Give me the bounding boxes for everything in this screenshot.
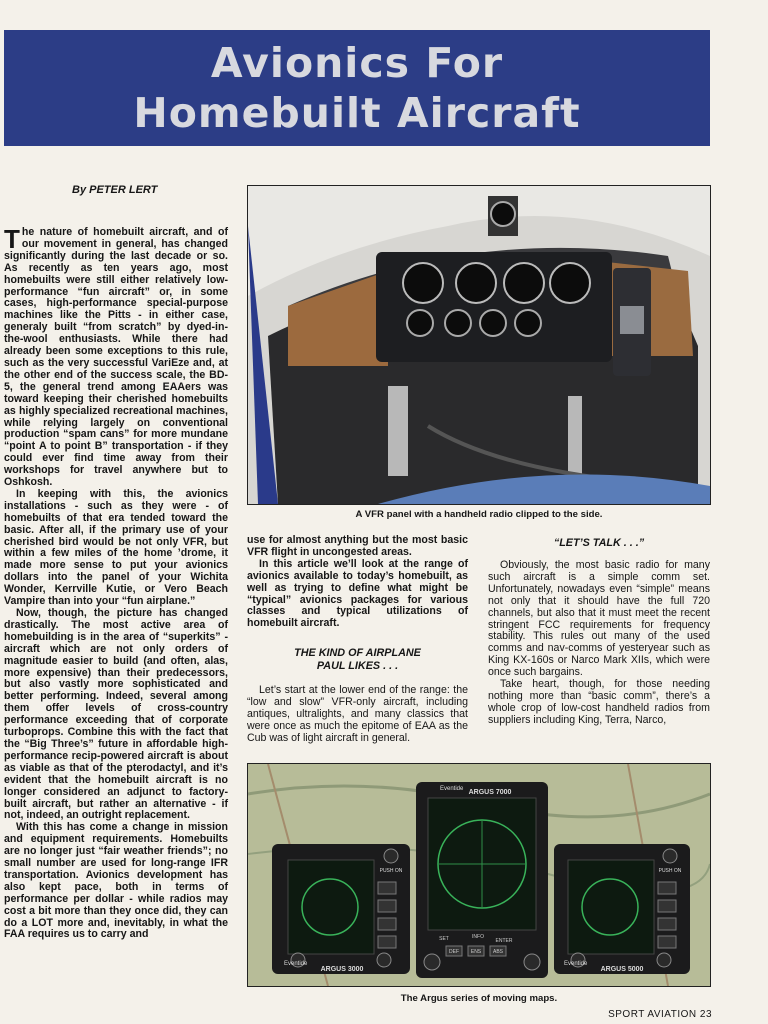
col2-subhead-line-2: PAUL LIKES . . . — [316, 659, 399, 672]
col1-paragraph-3: Now, though, the picture has changed drastically. The most active area of homebuilding is in the area of “superkits” - aircraft which are not only orders of magnitude easier to build (and often, alas, more expensive) than their predecessors, but also vastly more sophisticated and better performing. Indeed, several among them offer levels of cross-country performance exceeding that of corporate turboprops. Combine this with the fact that the “Big Three’s” future in affordable high-performance recip-powered aircraft is about as viable as that of the pterodactyl, and it’s evident that the homebuilt aircraft is no longer considered an adjunct to factory-built aircraft, but rather an alternative - if not, indeed, an outright replacement. — [4, 607, 228, 822]
vfr-panel-photo — [247, 185, 711, 505]
title-line-1: Avionics For — [210, 39, 504, 87]
center-btn-ens: ENS — [470, 949, 482, 955]
col2-subhead-line-1: THE KIND OF AIRPLANE — [294, 647, 421, 659]
center-unit-model: ARGUS 7000 — [468, 789, 512, 796]
column-1 — [4, 224, 228, 941]
title-banner — [4, 30, 710, 146]
column-3 — [488, 560, 710, 727]
column-2-top — [247, 535, 468, 630]
left-unit-brand: Eventide — [284, 961, 308, 967]
center-btn-def: DEF — [449, 949, 459, 955]
argus-illustration — [248, 764, 710, 986]
byline: By PETER LERT — [72, 184, 158, 196]
argus-photo — [247, 763, 711, 987]
left-unit-knob-label: PUSH ON — [379, 868, 403, 874]
center-unit-brand: Eventide — [440, 786, 464, 792]
col2-subhead — [247, 647, 468, 672]
center-btn-set: SET — [439, 936, 449, 942]
col1-paragraph-4: With this has come a change in mission and equipment requirements. Homebuilts are no longer just “fair weather friends”; no small number are used for long-range IFR transportation. Avionics development has also kept pace, both in terms of performance per dollar - while radios may cost a bit more than they once did, they can do a LOT more and, inevitably, in what the FAA requires us to carry and — [4, 821, 228, 941]
col3-paragraph-1: Obviously, the most basic radio for many such aircraft is a simple comm set. Unfortunately, nowadays even “simple” means not only that it should have the full 720 channels, but also that it must meet the recent stringent FCC requirements for frequency stability. This rules out many of the used comms and nav-comms of yesteryear such as King KX-160s or Narco Mark XIIs, which were once such bargains. — [488, 559, 710, 679]
left-unit-model: ARGUS 3000 — [320, 966, 364, 973]
col3-paragraph-2: Take heart, though, for those needing nothing more than “basic comm”, there’s a whole crop of low-cost handheld radios from suppliers including King, Terra, Narco, — [488, 678, 710, 726]
right-unit-brand: Eventide — [564, 961, 588, 967]
col1-paragraph-2: In keeping with this, the avionics installations - such as they were - of homebuilts of that era tended toward the basic. After all, if the primary use of your cherished bird would be not only VFR, but within a few miles of the home ’drome, it made more sense to put your avionics dollars into the panel of your Wichita Wonder, Kerrville Kutie, or Vero Beach Vampire than into your “fun airplane.” — [4, 487, 228, 608]
center-btn-info: INFO — [472, 934, 484, 940]
col3-subhead: “LET’S TALK . . .” — [553, 537, 645, 549]
drop-cap: T — [4, 224, 20, 254]
center-btn-enter: ENTER — [495, 938, 513, 944]
col2-paragraph-1: use for almost anything but the most basic VFR flight in uncongested areas. — [247, 534, 468, 558]
page-footer: SPORT AVIATION 23 — [608, 1009, 712, 1020]
center-btn-abs: ABS — [492, 949, 504, 955]
col1-paragraph-1: The nature of homebuilt aircraft, and of our movement in general, has changed significantly during the last decade or so. As recently as ten years ago, most homebuilts were still either relatively low-performance “fun aircraft” or, in some cases, high-performance special-purpose machines like the Pitts - in either case, generaly built “from scratch” by dyed-in-the-wool enthusiasts. While there had already been some exceptions to this rule, such as the very successful VariEze and, at the other end of the success scale, the BD-5, the general trend among EAAers was toward keeping their cherished homebuilts as highly specialized recreational machines, while relying largely on conventional production “spam cans” for more mundane “point A to point B” transportation - if they could ever find time away from their workshops for travel anywhere but to Oshkosh. — [4, 224, 228, 489]
right-unit-model: ARGUS 5000 — [600, 966, 644, 973]
title-line-2: Homebuilt Aircraft — [133, 89, 581, 137]
column-2-bottom — [247, 685, 468, 745]
col2-paragraph-3: Let’s start at the lower end of the range: the “low and slow” VFR-only aircraft, including antiques, ultralights, and many classics that were once as much the epitome of EAA as the Cub was of light aircraft in general. — [247, 684, 468, 744]
vfr-panel-illustration — [248, 186, 710, 504]
photo2-caption: The Argus series of moving maps. — [400, 993, 558, 1004]
col2-paragraph-2: In this article we’ll look at the range of avionics available to today’s homebuilt, as well as trying to define what might be “typical” avionics packages for various classes and typical utilizations of homebuilt aircraft. — [247, 557, 468, 630]
right-unit-knob-label: PUSH ON — [658, 868, 682, 874]
photo1-caption: A VFR panel with a handheld radio clipped to the side. — [355, 509, 603, 520]
